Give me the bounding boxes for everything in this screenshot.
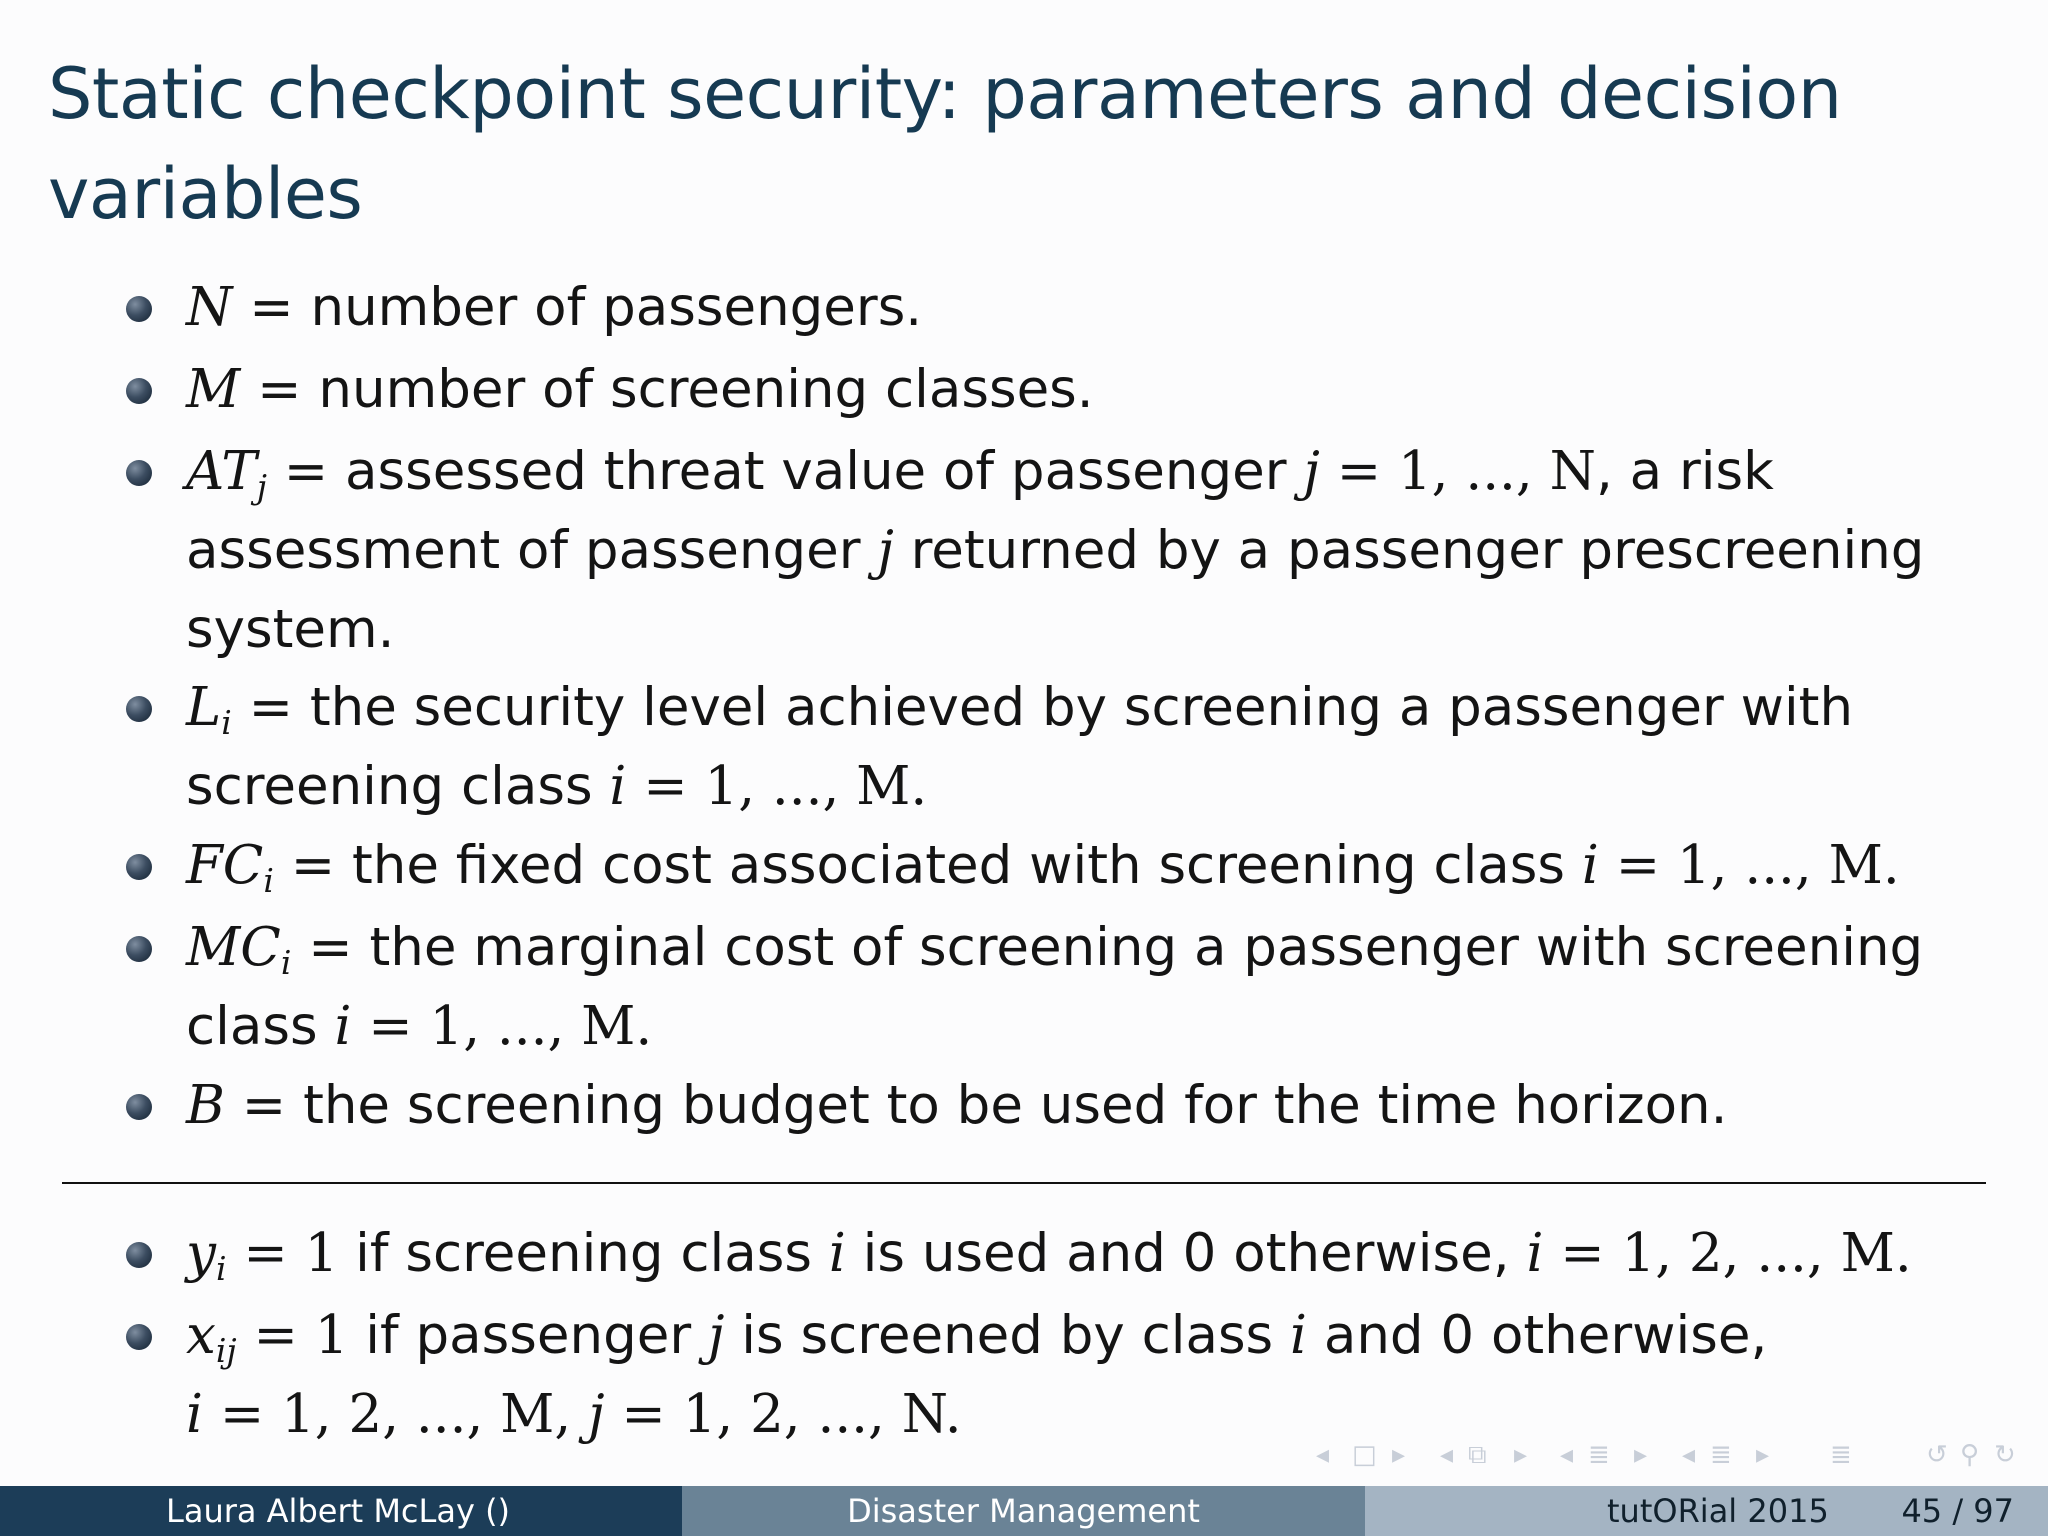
math-var: x [186,1305,216,1366]
item-text: if screening class [355,1223,812,1284]
item-text: screening class [186,756,593,817]
nav-prev-frame-icon[interactable]: ◂ [1316,1440,1330,1470]
item-text: assessed threat value of passenger [345,441,1287,502]
footer-bar [0,1486,2048,1536]
item-text: number of screening classes. [318,359,1094,420]
bullet-icon [126,1094,152,1120]
bullet-icon [126,854,152,880]
section-divider [62,1182,1986,1184]
item-text: and 0 otherwise, [1323,1305,1768,1366]
math-var: j [877,520,894,581]
nav-prev-section-icon[interactable]: ◂ [1560,1440,1574,1470]
footer-conference: tutORial 2015 [1607,1492,1829,1530]
math-var: i [828,1223,846,1284]
item-text: is used and 0 otherwise, [862,1223,1510,1284]
list-item: B = the screening budget to be used for the time horizon. [186,1075,1728,1136]
math-var: i [334,996,352,1057]
bullet-icon [126,1242,152,1268]
page-number: 45 / 97 [1901,1492,2014,1530]
item-text: the screening budget to be used for the time horizon. [303,1075,1728,1136]
nav-frame-icon[interactable]: □ [1352,1440,1377,1470]
item-text: class [186,996,318,1057]
nav-document-icon[interactable]: ≣ [1710,1440,1732,1470]
math-expr: = 1, 2, ..., M. [1560,1223,1912,1284]
list-item: $AT_j$ = assessed threat value of passenger j = 1, ..., N, a risk assessment of passenger j returned by a passenger prescreening system. [186,432,1886,669]
math-var: i [1290,1305,1307,1366]
math-var: MC [186,917,281,978]
footer-topic-segment [682,1486,1365,1536]
item-text: the security level achieved by screening a passenger with [309,677,1854,738]
nav-next-subsection-icon[interactable]: ▸ [1514,1440,1528,1470]
math-var: j [707,1305,725,1366]
math-var: FC [186,835,264,896]
nav-section-icon[interactable]: ≣ [1588,1440,1610,1470]
bullet-icon [126,936,152,962]
nav-next-section-icon[interactable]: ▸ [1634,1440,1648,1470]
item-text: if passenger [365,1305,692,1366]
list-item [186,1214,1912,1293]
item-text: the marginal cost of screening a passenger with screening [369,917,1924,978]
math-subscript: j [256,467,267,507]
footer-info-segment [1365,1486,2048,1536]
nav-prev-document-icon[interactable]: ◂ [1682,1440,1696,1470]
item-text: the fixed cost associated with screening class [351,835,1566,896]
nav-prev-subsection-icon[interactable]: ◂ [1440,1440,1454,1470]
bullet-icon [126,1324,152,1350]
item-text: is screened by class [741,1305,1274,1366]
math-var: L [186,677,222,738]
math-var: i [1581,835,1599,896]
bullet-icon [126,460,152,486]
list-item: $L_i$ = the security level achieved by screening a passenger with screening class i = 1, ..., M. [186,677,1854,817]
math-subscript: i [263,861,274,901]
nav-search-icon[interactable]: ⚲ [1960,1440,1980,1470]
list-item: $FC_i$ = the fixed cost associated with screening class i = 1, ..., M. [186,835,1900,901]
math-var: i [1526,1223,1544,1284]
nav-toc-icon[interactable]: ≣ [1830,1440,1852,1470]
list-item: M = number of screening classes. [186,359,1094,420]
math-expr: = 1, ..., N [1336,441,1596,502]
bullet-icon [126,696,152,722]
math-var: j [1303,441,1320,502]
math-var: M [186,359,241,420]
list-item [186,1296,1886,1454]
math-subscript: i [280,943,292,983]
nav-next-frame-icon[interactable]: ▸ [1392,1440,1406,1470]
list-item: $MC_i$ = the marginal cost of screening a passenger with screening class i = 1, ..., M. [186,917,1924,1057]
bullet-icon [126,296,152,322]
item-text: number of passengers. [310,277,923,338]
math-expr: = 1 [253,1305,349,1366]
item-text: , a risk [1595,441,1774,502]
math-var: y [186,1223,216,1284]
math-expr: = 1 [243,1223,339,1284]
nav-subsection-icon[interactable]: ⧉ [1468,1440,1487,1470]
item-text: assessment of passenger [186,520,861,581]
slide-title [48,44,1948,244]
footer-author-segment [0,1486,682,1536]
item-text: returned by a passenger prescreening [910,520,1925,581]
nav-forward-icon[interactable]: ↻ [1994,1440,2016,1470]
title-line-1: Static checkpoint security: parameters and decision [48,53,1842,135]
math-expr: = 1, 2, ..., N. [621,1384,962,1445]
math-var: AT [186,441,257,502]
nav-back-icon[interactable]: ↺ [1926,1440,1948,1470]
bullet-icon [126,378,152,404]
footer-author: Laura Albert McLay () [166,1492,511,1530]
nav-next-document-icon[interactable]: ▸ [1756,1440,1770,1470]
math-subscript: ij [215,1331,237,1371]
math-var: j [588,1384,605,1445]
math-var: B [186,1075,225,1136]
math-var: i [186,1384,203,1445]
footer-topic: Disaster Management [847,1492,1200,1530]
math-expr: = 1, ..., M. [1615,835,1900,896]
math-expr: = 1, ..., M. [643,756,928,817]
math-expr: = 1, ..., M. [368,996,653,1057]
math-var: N [186,277,233,338]
title-line-2: variables [48,153,363,235]
math-subscript: i [215,1249,227,1289]
list-item: N = number of passengers. [186,277,923,338]
math-subscript: i [221,703,232,743]
math-expr: = 1, 2, ..., M, [219,1384,572,1445]
item-text: system. [186,599,395,660]
math-var: i [609,756,627,817]
